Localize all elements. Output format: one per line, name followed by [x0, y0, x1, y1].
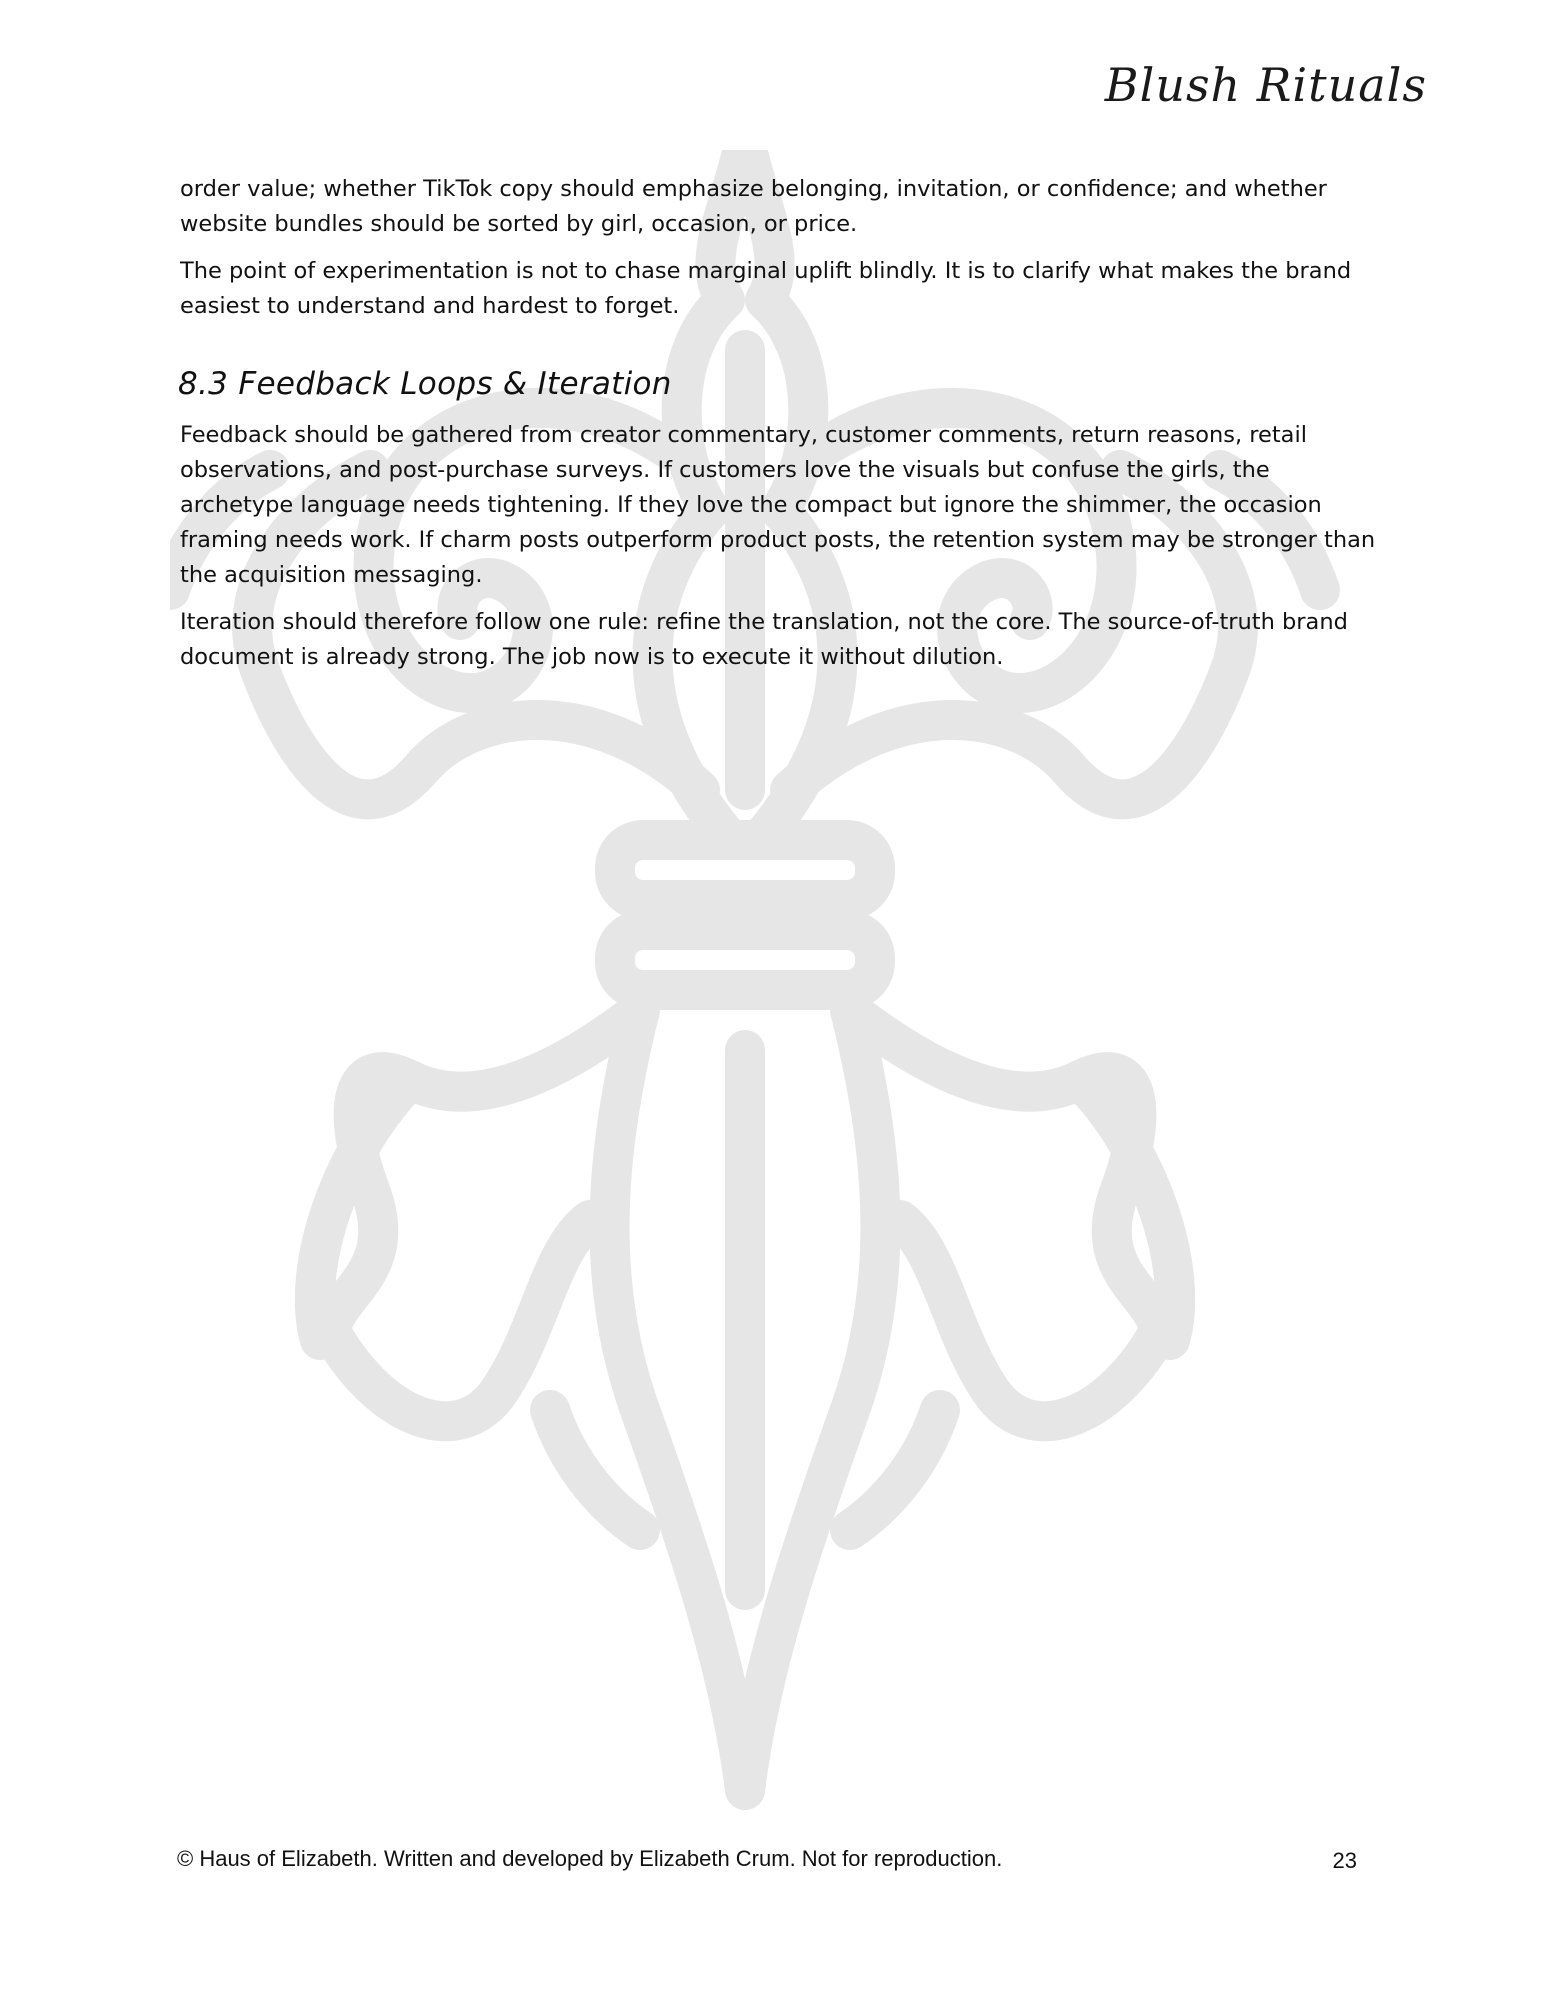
page-number: 23: [1332, 1848, 1357, 1873]
paragraph-feedback: Feedback should be gathered from creator commentary, customer comments, return reasons, retail observations, and post-purchase surveys. If customers love the visuals but confuse the girls, the archetype language needs tightening. If they love the compact but ignore the shimmer, the occasion framing needs work. If charm posts outperform product posts, the retention system may be stronger than the acquisition messaging.: [180, 422, 1376, 588]
paragraph-iteration: Iteration should therefore follow one rule: refine the translation, not the core. The source-of-truth brand document is already strong. The job now is to execute it without dilution.: [180, 609, 1348, 670]
paragraph-experimentation: The point of experimentation is not to chase marginal uplift blindly. It is to clarify what makes the brand easiest to understand and hardest to forget.: [180, 258, 1352, 319]
brand-logo: Blush Rituals: [1104, 58, 1427, 112]
page-content: [180, 172, 1390, 687]
section-heading: 8.3 Feedback Loops & Iteration: [178, 366, 672, 402]
paragraph-continuation: order value; whether TikTok copy should emphasize belonging, invitation, or confidence; and whether website bundles should be sorted by girl, occasion, or price.: [180, 176, 1327, 237]
footer-copyright: © Haus of Elizabeth. Written and developed by Elizabeth Crum. Not for reproduction.: [177, 1846, 1003, 1871]
